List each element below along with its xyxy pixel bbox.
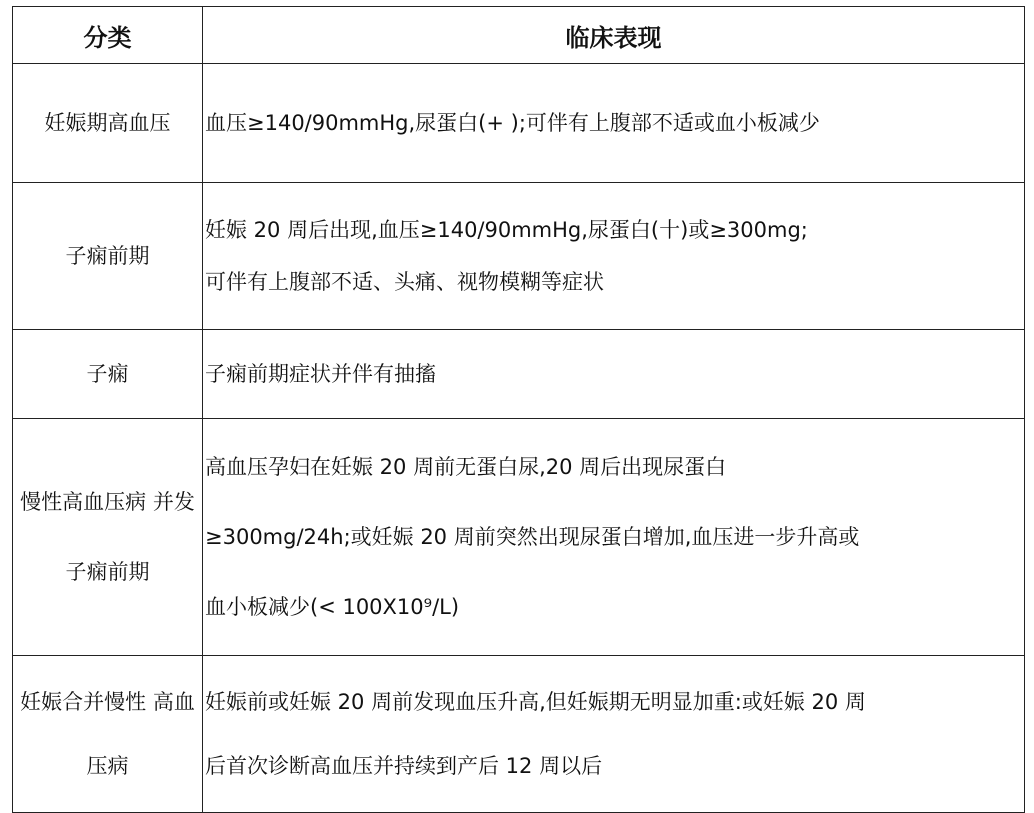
description-cell	[203, 330, 1025, 419]
category-text: 子痫前期	[65, 244, 150, 268]
header-row	[13, 7, 1025, 64]
clinical-classification-table	[12, 6, 1025, 813]
description-line: 妊娠前或妊娠 20 周前发现血压升高,但妊娠期无明显加重:或妊娠 20 周	[205, 690, 866, 714]
category-text: 高血压病	[86, 690, 195, 778]
description-line: 血压≥140/90mmHg,尿蛋白(+ );可伴有上腹部不适或血小板减少	[205, 111, 820, 135]
description-line: 高血压孕妇在妊娠 20 周前无蛋白尿,20 周后出现尿蛋白	[205, 455, 727, 479]
header-clinical-manifestation: 临床表现	[203, 7, 1025, 64]
category-text: 妊娠合并慢性	[20, 690, 147, 714]
description-line: 可伴有上腹部不适、头痛、视物模糊等症状	[205, 270, 604, 294]
table-row	[13, 330, 1025, 419]
table-row	[13, 656, 1025, 813]
category-cell	[13, 330, 203, 419]
description-cell	[203, 64, 1025, 183]
table-row	[13, 419, 1025, 656]
category-text: 并发子痫前期	[65, 490, 195, 584]
description-line: 子痫前期症状并伴有抽搐	[205, 362, 436, 386]
description-line: 妊娠 20 周后出现,血压≥140/90mmHg,尿蛋白(十)或≥300mg;	[205, 218, 808, 242]
description-cell	[203, 656, 1025, 813]
table-row	[13, 183, 1025, 330]
category-text: 慢性高血压病	[20, 490, 147, 514]
category-cell	[13, 183, 203, 330]
description-cell	[203, 183, 1025, 330]
category-cell	[13, 64, 203, 183]
category-cell	[13, 656, 203, 813]
header-category: 分类	[13, 7, 203, 64]
category-text: 子痫	[86, 362, 129, 386]
category-text: 妊娠期高血压	[44, 111, 171, 135]
description-line: 后首次诊断高血压并持续到产后 12 周以后	[205, 754, 603, 778]
description-line: 血小板减少(< 100X10⁹/L)	[205, 595, 460, 619]
description-line: ≥300mg/24h;或妊娠 20 周前突然出现尿蛋白增加,血压进一步升高或	[205, 525, 860, 549]
description-cell	[203, 419, 1025, 656]
table-row	[13, 64, 1025, 183]
category-cell	[13, 419, 203, 656]
